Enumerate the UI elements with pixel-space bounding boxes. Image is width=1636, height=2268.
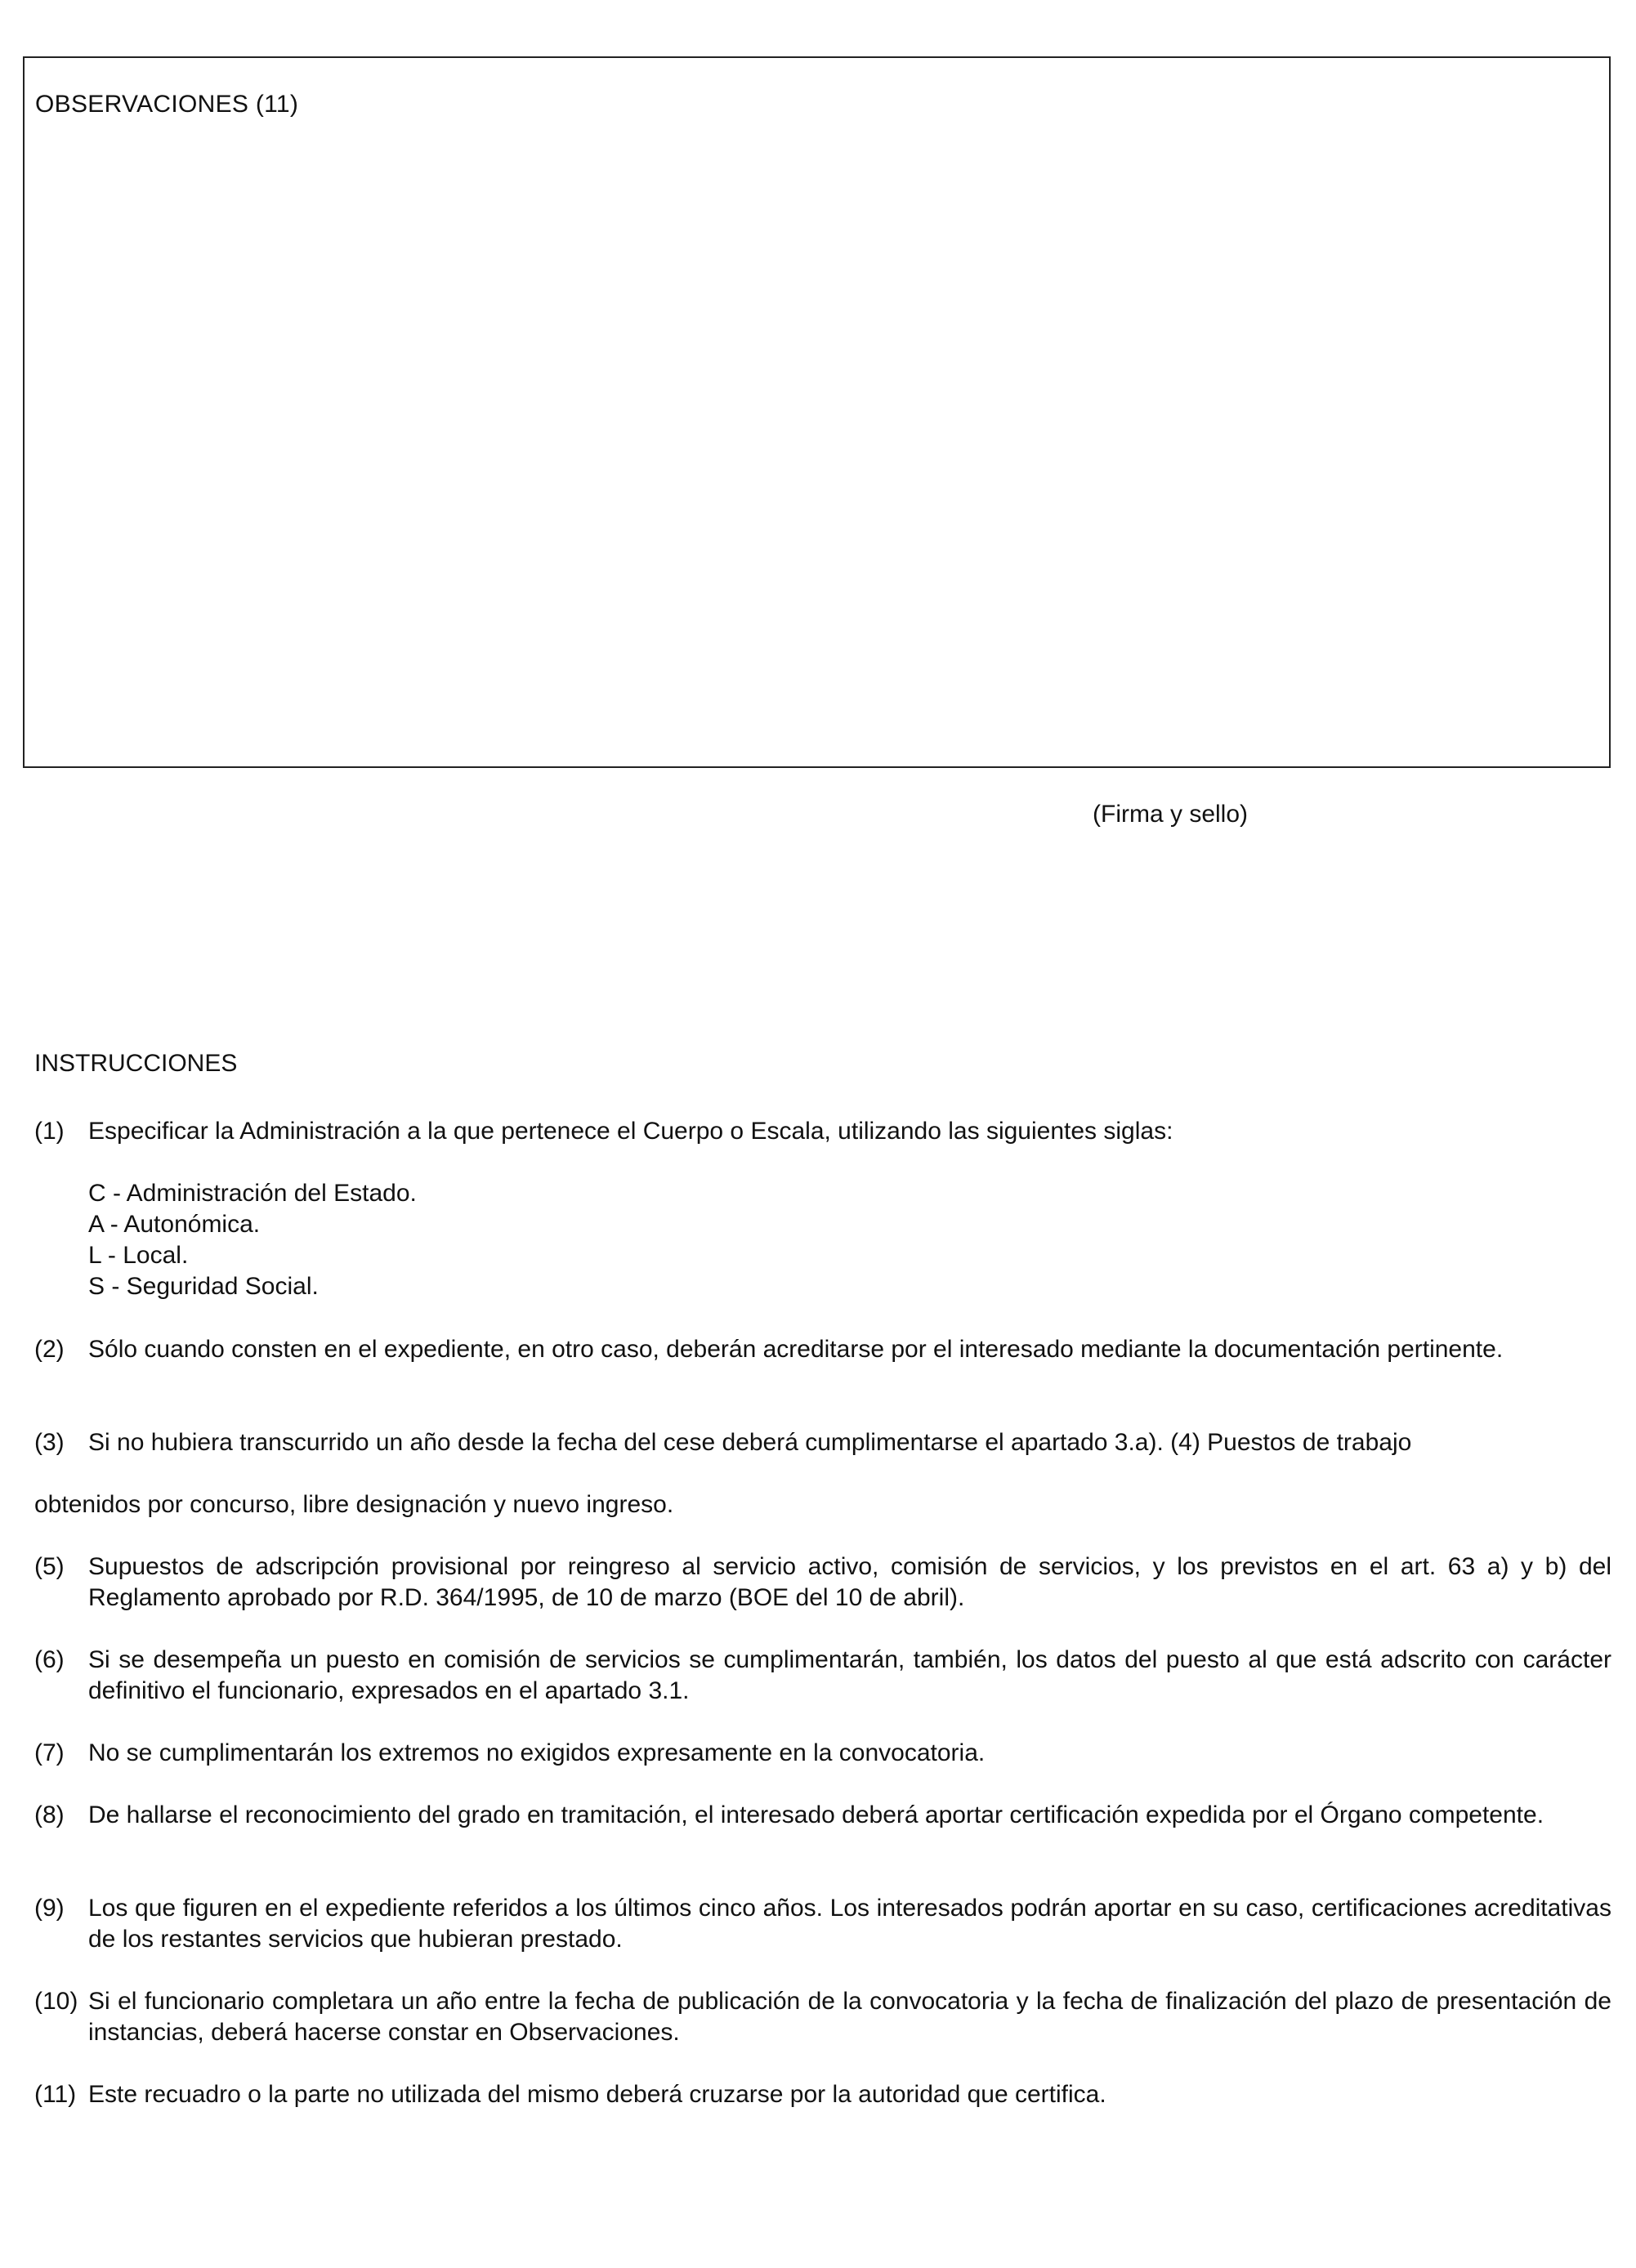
item-text: No se cumplimentarán los extremos no exigidos expresamente en la convocatoria. <box>88 1739 986 1766</box>
item-text: De hallarse el reconocimiento del grado en tramitación, el interesado deberá aportar certificación expedida por el Órgano competente. <box>88 1801 1544 1828</box>
item-number: (9) <box>34 1895 65 1922</box>
instruction-item <box>34 2079 1611 2110</box>
item-text: Sólo cuando consten en el expediente, en otro caso, deberán acreditarse por el interesado mediante la documentación pertinente. <box>88 1336 1504 1363</box>
instruction-item <box>34 1645 1611 1707</box>
instrucciones-title: INSTRUCCIONES <box>34 1050 238 1077</box>
item-text: Especificar la Administración a la que pertenece el Cuerpo o Escala, utilizando las siguientes siglas: <box>88 1118 1173 1145</box>
item-text: Si se desempeña un puesto en comisión de servicios se cumplimentarán, también, los datos del puesto al que está adscrito con carácter definitivo el funcionario, expresados en el apartado 3.1. <box>88 1646 1611 1704</box>
instruction-item <box>34 1334 1611 1365</box>
instruction-item <box>34 1116 1611 1147</box>
item-text: Supuestos de adscripción provisional por reingreso al servicio activo, comisión de servicios, y los previstos en el art. 63 a) y b) del Reglamento aprobado por R.D. 364/1995, de 10 de marzo (BOE del 10 de abril). <box>88 1553 1611 1611</box>
instruction-item <box>34 1738 1611 1769</box>
instruction-item <box>34 1986 1611 2048</box>
observaciones-title: OBSERVACIONES (11) <box>35 91 299 118</box>
firma-label: (Firma y sello) <box>1093 801 1249 828</box>
item-text: Este recuadro o la parte no utilizada del mismo deberá cruzarse por la autoridad que certifica. <box>88 2081 1106 2108</box>
item-number: (11) <box>34 2081 77 2108</box>
instruction-item <box>34 1427 1611 1458</box>
item-number: (2) <box>34 1336 65 1363</box>
item-number: (6) <box>34 1646 65 1673</box>
instruction-item <box>34 1893 1611 1955</box>
item-number: (1) <box>34 1118 65 1145</box>
item-number: (5) <box>34 1553 65 1580</box>
item-number: (3) <box>34 1429 65 1456</box>
sigla-item: L - Local. <box>88 1242 189 1269</box>
instruction-continuation: obtenidos por concurso, libre designación y nuevo ingreso. <box>34 1491 674 1518</box>
instruction-item <box>34 1800 1611 1831</box>
item-text: Si el funcionario completara un año entre la fecha de publicación de la convocatoria y la fecha de finalización del plazo de presentación de instancias, deberá hacerse constar en Observaciones. <box>88 1988 1611 2046</box>
sigla-item: A - Autonómica. <box>88 1211 261 1238</box>
item-number: (7) <box>34 1739 65 1766</box>
item-text: Los que figuren en el expediente referidos a los últimos cinco años. Los interesados podrán aportar en su caso, certificaciones acreditativas de los restantes servicios que hubieran prestado. <box>88 1895 1611 1953</box>
item-number: (10) <box>34 1988 78 2015</box>
sigla-item: C - Administración del Estado. <box>88 1180 417 1207</box>
item-text: Si no hubiera transcurrido un año desde la fecha del cese deberá cumplimentarse el apartado 3.a). (4) Puestos de trabajo <box>88 1429 1412 1456</box>
instruction-item <box>34 1551 1611 1614</box>
item-number: (8) <box>34 1801 65 1828</box>
sigla-item: S - Seguridad Social. <box>88 1273 319 1300</box>
observaciones-box[interactable] <box>23 56 1611 768</box>
